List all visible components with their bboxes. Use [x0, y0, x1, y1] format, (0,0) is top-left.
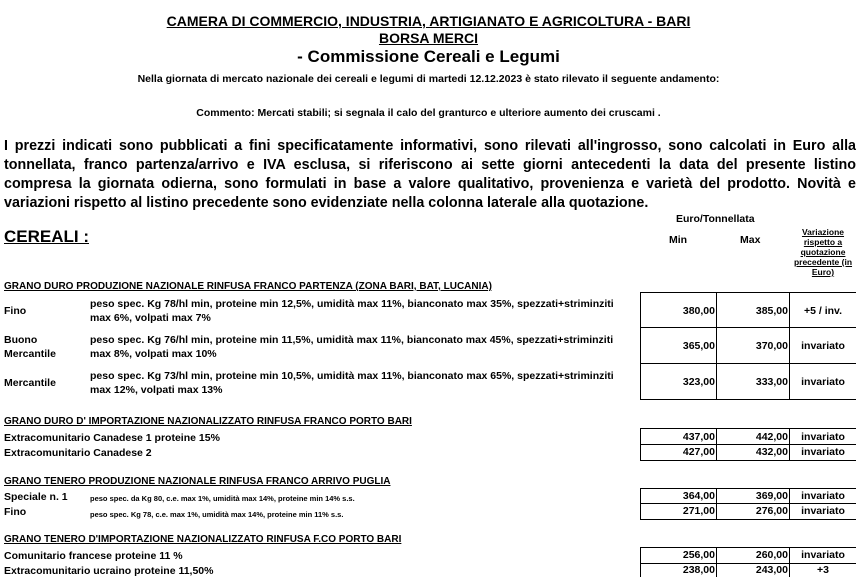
column-rule	[640, 488, 641, 519]
price-min: 238,00	[682, 564, 715, 576]
price-min: 271,00	[682, 505, 715, 517]
column-rule	[789, 547, 790, 577]
price-min: 427,00	[682, 446, 715, 458]
column-rule	[716, 428, 717, 460]
price-min: 365,00	[682, 340, 715, 352]
price-min: 380,00	[682, 305, 715, 317]
unit-header: Euro/Tonnellata	[676, 213, 755, 225]
grade-spec: peso spec. Kg 76/hl min, proteine min 11,5%, umidità max 11%, bianconato max 45%, spezzati+striminziti max 8%, volpati max 10%	[90, 334, 614, 360]
table-rule	[640, 547, 856, 548]
column-rule	[716, 547, 717, 577]
product-name: Extracomunitario Canadese 2	[4, 447, 152, 459]
price-variation: invariato	[801, 376, 845, 388]
table-rule	[640, 460, 856, 461]
price-variation: +3	[817, 564, 829, 576]
price-variation: invariato	[801, 340, 845, 352]
price-max: 369,00	[755, 490, 788, 502]
price-max: 370,00	[755, 340, 788, 352]
grade-name: Buono Mercantile	[4, 334, 56, 360]
price-variation: +5 / inv.	[803, 305, 843, 317]
price-max: 333,00	[755, 376, 788, 388]
disclaimer-paragraph: I prezzi indicati sono pubblicati a fini specificatamente informativi, sono rilevati all'ingrosso, sono calcolati in Euro alla tonnellata, franco partenza/arrivo e IVA esclusa, si riferiscono ai sette giorni antecedenti la data del presente listino compresa la giornata odierna, sono formulati in base a valore qualitativo, provenienza e varietà del prodotto. Novità e variazioni rispetto al listino precedente sono evidenziate nella colonna laterale alla quotazione.	[4, 138, 856, 211]
grade-spec: peso spec. da Kg 80, c.e. max 1%, umidità max 14%, proteine min 14% s.s.	[90, 494, 355, 503]
table-rule	[640, 428, 856, 429]
grade-name: Speciale n. 1	[4, 491, 68, 503]
table-rule	[640, 292, 856, 293]
grade-spec: peso spec. Kg 78, c.e. max 1%, umidità max 14%, proteine min 11% s.s.	[90, 510, 344, 519]
market-comment: Commento: Mercati stabili; si segnala il calo del granturco e ulteriore aumento dei cruscami .	[196, 107, 661, 119]
price-variation: invariato	[801, 549, 845, 561]
commission-title: - Commissione Cereali e Legumi	[297, 47, 560, 66]
price-max: 243,00	[755, 564, 788, 576]
column-rule	[789, 292, 790, 399]
price-variation: invariato	[801, 490, 845, 502]
price-min: 437,00	[682, 431, 715, 443]
column-rule	[640, 292, 641, 399]
market-day-intro: Nella giornata di mercato nazionale dei cereali e legumi di martedi 12.12.2023 è stato rilevato il seguente andamento:	[137, 73, 720, 85]
grade-spec: peso spec. Kg 73/hl min, proteine min 10,5%, umidità max 11%, bianconato max 65%, spezzati+striminziti max 12%, volpati max 13%	[90, 370, 614, 396]
price-max: 442,00	[755, 431, 788, 443]
price-max: 432,00	[755, 446, 788, 458]
product-name: Extracomunitario ucraino proteine 11,50%	[4, 565, 214, 577]
column-rule	[640, 547, 641, 577]
table-rule	[640, 399, 856, 400]
section-title: GRANO TENERO D'IMPORTAZIONE NAZIONALIZZATO RINFUSA F.CO PORTO BARI	[4, 534, 402, 545]
column-rule	[789, 428, 790, 460]
min-header: Min	[669, 234, 688, 246]
borsa-merci-title: BORSA MERCI	[378, 30, 479, 46]
table-rule	[640, 519, 856, 520]
table-rule	[640, 327, 856, 328]
price-max: 276,00	[755, 505, 788, 517]
table-rule	[640, 503, 856, 504]
grade-spec: peso spec. Kg 78/hl min, proteine min 12,5%, umidità max 11%, bianconato max 35%, spezzati+striminziti max 6%, volpati max 7%	[90, 298, 614, 324]
price-min: 323,00	[682, 376, 715, 388]
price-variation: invariato	[801, 505, 845, 517]
table-rule	[640, 363, 856, 364]
column-rule	[640, 428, 641, 460]
section-title: GRANO TENERO PRODUZIONE NAZIONALE RINFUSA FRANCO ARRIVO PUGLIA	[4, 476, 391, 487]
column-rule	[789, 488, 790, 519]
price-min: 364,00	[682, 490, 715, 502]
variation-header: Variazione rispetto a quotazione precedente (in Euro)	[793, 227, 853, 277]
section-title: GRANO DURO D' IMPORTAZIONE NAZIONALIZZATO RINFUSA FRANCO PORTO BARI	[4, 416, 412, 427]
table-rule	[640, 488, 856, 489]
price-variation: invariato	[801, 431, 845, 443]
product-name: Comunitario francese proteine 11 %	[4, 550, 183, 562]
chamber-title: CAMERA DI COMMERCIO, INDUSTRIA, ARTIGIANATO E AGRICOLTURA - BARI	[166, 13, 691, 29]
price-min: 256,00	[682, 549, 715, 561]
grade-name: Fino	[4, 305, 27, 317]
column-rule	[716, 488, 717, 519]
cereali-heading: CEREALI :	[4, 227, 89, 246]
price-max: 260,00	[755, 549, 788, 561]
grade-name: Fino	[4, 506, 27, 518]
price-max: 385,00	[755, 305, 788, 317]
price-variation: invariato	[801, 446, 845, 458]
table-rule	[640, 444, 856, 445]
column-rule	[716, 292, 717, 399]
section-title: GRANO DURO PRODUZIONE NAZIONALE RINFUSA FRANCO PARTENZA (ZONA BARI, BAT, LUCANIA)	[4, 281, 492, 292]
grade-name: Mercantile	[4, 377, 56, 389]
max-header: Max	[740, 234, 761, 246]
product-name: Extracomunitario Canadese 1 proteine 15%	[4, 432, 220, 444]
